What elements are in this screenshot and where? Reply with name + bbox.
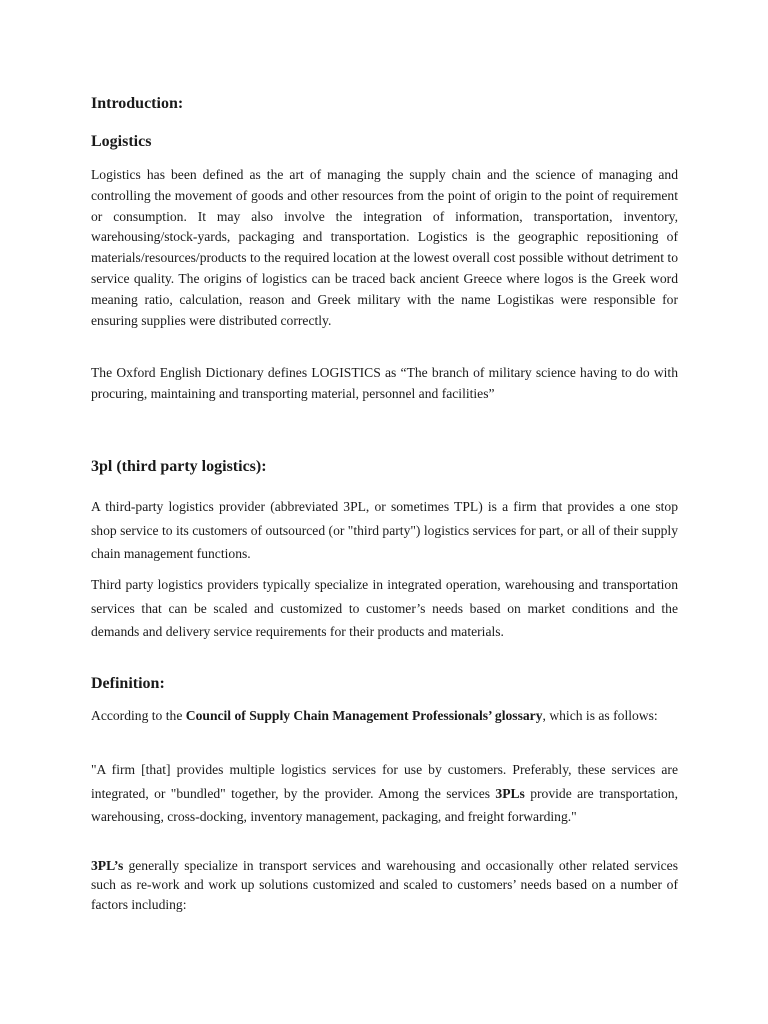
paragraph-cscmp-intro bbox=[91, 706, 678, 727]
heading-definition: Definition: bbox=[91, 675, 165, 692]
term-3pls: 3PL’s bbox=[91, 858, 124, 873]
quote-text-post: provide are transportation, warehousing, cross-docking, inventory management, packaging, and freight forwarding." bbox=[91, 785, 678, 825]
cscmp-glossary-name: Council of Supply Chain Management Professionals’ glossary bbox=[185, 708, 543, 723]
cscmp-text-post: , which is as follows: bbox=[542, 708, 658, 723]
heading-introduction: Introduction: bbox=[91, 95, 184, 112]
3pls-text: generally specialize in transport services and warehousing and occasionally other related services such as re-work and work up solutions customized and scaled to customers’ needs based on a number of factors including: bbox=[91, 858, 678, 912]
quote-text-pre: "A firm [that] provides multiple logistics services for use by customers. Preferably, these services are integrated, or "bundled" together, by the provider. Among the services bbox=[91, 762, 678, 801]
paragraph-cscmp-quote bbox=[91, 758, 678, 829]
heading-logistics: Logistics bbox=[91, 133, 152, 150]
paragraph-3pls-specialize bbox=[91, 856, 678, 914]
paragraph-logistics-definition: Logistics has been defined as the art of managing the supply chain and the science of managing and controlling the movement of goods and other resources from the point of origin to the point of requirement or consumption. It may also involve the integration of information, transportation, inventory, warehousing/stock-yards, packaging and transportation. Logistics is the geographic repositioning of materials/resources/products to the required location at the lowest overall cost possible without detriment to service quality. The origins of logistics can be traced back ancient Greece where logos is the Greek word meaning ratio, calculation, reason and Greek military with the name Logistikas were responsible for ensuring supplies were distributed correctly. bbox=[91, 167, 678, 328]
quote-3pls: 3PLs bbox=[495, 785, 525, 801]
paragraph-3pl-provider: A third-party logistics provider (abbreviated 3PL, or sometimes TPL) is a firm that provides a one stop shop service to its customers of outsourced (or "third party") logistics services for part, or all of their supply chain management functions. bbox=[91, 499, 678, 562]
paragraph-3pl-specialize: Third party logistics providers typically specialize in integrated operation, warehousing and transportation services that can be scaled and customized to customer’s needs based on market conditions and the demands and delivery service requirements for their products and materials. bbox=[91, 577, 678, 640]
paragraph-oxford-definition: The Oxford English Dictionary defines LOGISTICS as “The branch of military science having to do with procuring, maintaining and transporting material, personnel and facilities” bbox=[91, 365, 678, 401]
cscmp-text-pre: According to the bbox=[91, 708, 186, 723]
heading-3pl: 3pl (third party logistics): bbox=[91, 458, 267, 475]
